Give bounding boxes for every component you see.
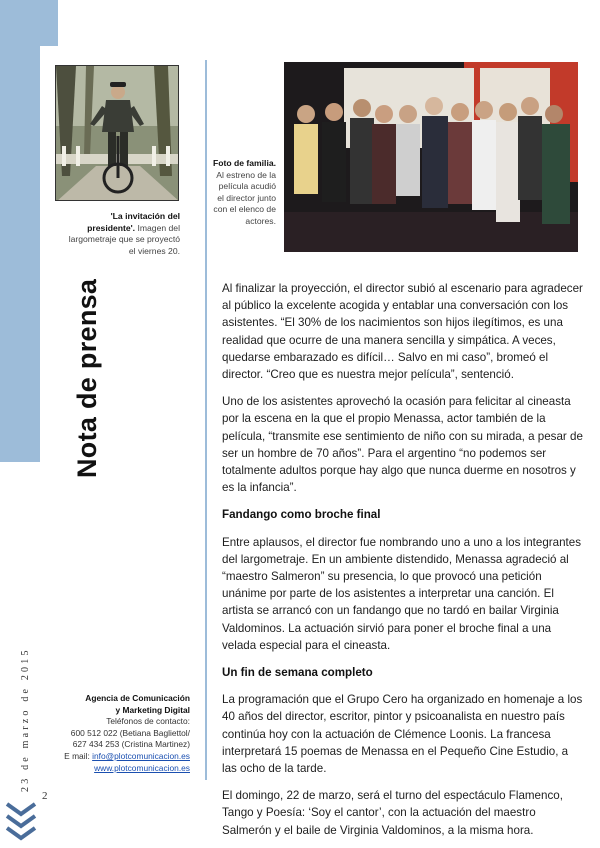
group-event-photo bbox=[284, 62, 578, 252]
article-subheading: Fandango como broche final bbox=[222, 508, 381, 522]
article-paragraph: El domingo, 22 de marzo, será el turno del espectáculo Flamenco, Tango y Poesía: ‘Soy el cantor’, con la actuación del maestro Salmerón y el baile de Virginia Valdominos, a la misma hora. bbox=[222, 789, 563, 837]
cyclist-photo-icon bbox=[56, 66, 179, 201]
photo-caption-group bbox=[210, 158, 276, 227]
column-divider bbox=[205, 60, 207, 780]
article-paragraph: Uno de los asistentes aprovechó la ocasión para felicitar al cineasta por la escena en la que el propio Menassa, actor también de la película, “transmite ese sentimiento de niño con su mirada, a pesar de ser un hombre de 70 años”. Para el argentino “no podemos ser totalmente adultos porque hay algo que nunca duerme en nosotros y es la infancia”. bbox=[222, 395, 583, 495]
group-photo-icon bbox=[284, 62, 578, 252]
agency-name-line1: Agencia de Comunicación bbox=[85, 693, 190, 703]
caption-text: Al estreno de la película acudió el director junto con el elenco de actores. bbox=[213, 169, 276, 226]
page-number: 2 bbox=[42, 790, 48, 802]
website-link[interactable]: www.plotcomunicacion.es bbox=[94, 762, 190, 773]
article-subheading: Un fin de semana completo bbox=[222, 666, 373, 680]
email-line bbox=[50, 751, 190, 763]
section-title: Nota de prensa bbox=[72, 278, 102, 478]
publication-date: 23 de marzo de 2015 bbox=[20, 647, 31, 792]
phone-1: 600 512 022 (Betiana Bagliettol/ bbox=[70, 727, 190, 738]
chevron-down-icon bbox=[4, 800, 38, 844]
caption-title: Foto de familia. bbox=[212, 158, 276, 168]
article-paragraph: Entre aplausos, el director fue nombrando uno a uno a los integrantes del largometraje. En un ambiente distendido, Menassa agradeció al “maestro Salmeron” su presencia, lo que provocó una petición unánime por parte de los asistentes a interpretar una canción. El artista se arrancó con un fandango que no tardó en bailar Virginia Valdominos. La actuación sirvió para poner el broche final a una velada especial para el cineasta. bbox=[222, 535, 581, 652]
email-link[interactable]: info@plotcomunicacion.es bbox=[92, 750, 190, 761]
email-label: E mail: bbox=[64, 750, 90, 761]
caption-text: Imagen del largometraje que se proyectó el viernes 20. bbox=[68, 222, 180, 256]
article-paragraph: Al finalizar la proyección, el director subió al escenario para agradecer al público la excelente acogida y entablar una conversación con los asistentes. “El 30% de los nacimientos son hijos ilegítimos, es una realidad que ocurre de una manera sencilla y simpática. A veces, quedarse embarazado es difícil… Salvo en mi caso”, bromeó el director. “Creo que es nuestra mejor película”, sentenció. bbox=[222, 282, 583, 382]
article-paragraph: La programación que el Grupo Cero ha organizado en homenaje a los 40 años del director, escritor, pintor y psicoanalista en nuestro país continúa hoy con la actuación de Clémence Loonis. La francesa interpretará 15 poemas de Menassa en el Pequeño Cine Estudio, a las ocho de la tarde. bbox=[222, 693, 583, 776]
caption-title: 'La invitación del presidente'. bbox=[87, 211, 180, 233]
phone-2: 627 434 253 (Cristina Martinez) bbox=[72, 739, 190, 750]
phones-label: Teléfonos de contacto: bbox=[106, 716, 190, 727]
agency-contact-block bbox=[50, 693, 190, 774]
photo-caption-film-still bbox=[62, 211, 180, 257]
article-body bbox=[222, 280, 584, 848]
agency-name-line2: y Marketing Digital bbox=[115, 704, 190, 715]
film-still-photo bbox=[55, 65, 179, 201]
